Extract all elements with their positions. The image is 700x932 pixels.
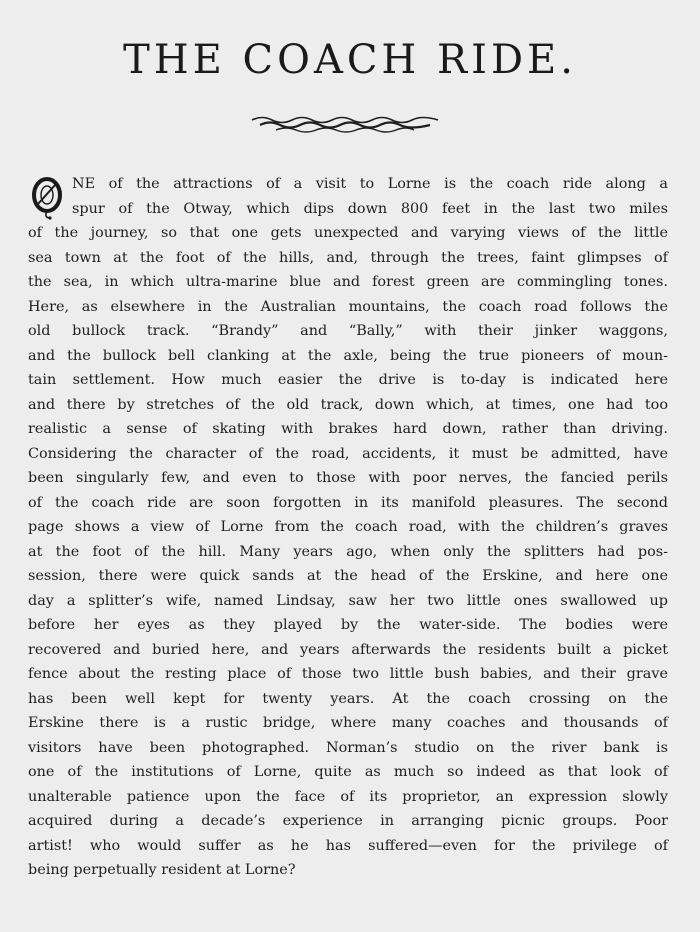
text-line: visitors have been photographed. Norman’s studio on the river bank is <box>28 739 668 756</box>
text-line: Here, as elsewhere in the Australian mountains, the coach road follows the <box>28 298 668 315</box>
text-line: of the coach ride are soon forgotten in its manifold pleasures. The second <box>28 494 668 511</box>
text-line: tain settlement. How much easier the drive is to-day is indicated here <box>28 372 668 388</box>
text-line: realistic a sense of skating with brakes hard down, rather than driving. <box>28 421 668 437</box>
article-body <box>28 172 668 883</box>
text-line: and there by stretches of the old track, down which, at times, one had too <box>28 396 668 413</box>
page-title: THE COACH RIDE. <box>123 37 577 83</box>
text-line: and the bullock bell clanking at the axle, being the true pioneers of moun- <box>28 347 668 364</box>
text-line: at the foot of the hill. Many years ago, when only the splitters had pos- <box>28 543 668 560</box>
text-line: has been well kept for twenty years. At the coach crossing on the <box>28 690 668 707</box>
text-line: being perpetually resident at Lorne? <box>28 862 296 878</box>
text-line: one of the institutions of Lorne, quite as much so indeed as that look of <box>28 764 668 780</box>
text-line: recovered and buried here, and years afterwards the residents built a picket <box>28 641 668 658</box>
drop-cap-o-icon <box>28 174 66 220</box>
text-line: old bullock track. “Brandy” and “Bally,” with their jinker waggons, <box>28 323 668 339</box>
text-line: acquired during a decade’s experience in arranging picnic groups. Poor <box>28 813 668 829</box>
wave-ornament-icon <box>250 114 440 134</box>
text-line: artist! who would suffer as he has suffered—even for the privilege of <box>28 837 668 854</box>
text-line: page shows a view of Lorne from the coach road, with the children’s graves <box>28 519 668 535</box>
text-line: before her eyes as they played by the water-side. The bodies were <box>28 617 668 633</box>
text-line: spur of the Otway, which dips down 800 feet in the last two miles <box>72 200 668 217</box>
text-line: unalterable patience upon the face of its proprietor, an expression slowly <box>28 788 668 805</box>
text-line: fence about the resting place of those two little bush babies, and their grave <box>28 666 668 682</box>
text-line: day a splitter’s wife, named Lindsay, saw her two little ones swallowed up <box>28 592 668 609</box>
text-line: been singularly few, and even to those with poor nerves, the fancied perils <box>28 470 668 486</box>
text-line: NE of the attractions of a visit to Lorne is the coach ride along a <box>72 176 668 192</box>
text-line: the sea, in which ultra-marine blue and forest green are commingling tones. <box>28 274 668 290</box>
text-line: Erskine there is a rustic bridge, where many coaches and thousands of <box>28 715 668 731</box>
text-line: session, there were quick sands at the head of the Erskine, and here one <box>28 568 668 584</box>
text-line: of the journey, so that one gets unexpected and varying views of the little <box>28 225 668 241</box>
text-line: Considering the character of the road, accidents, it must be admitted, have <box>28 445 668 462</box>
text-line: sea town at the foot of the hills, and, through the trees, faint glimpses of <box>28 249 668 266</box>
